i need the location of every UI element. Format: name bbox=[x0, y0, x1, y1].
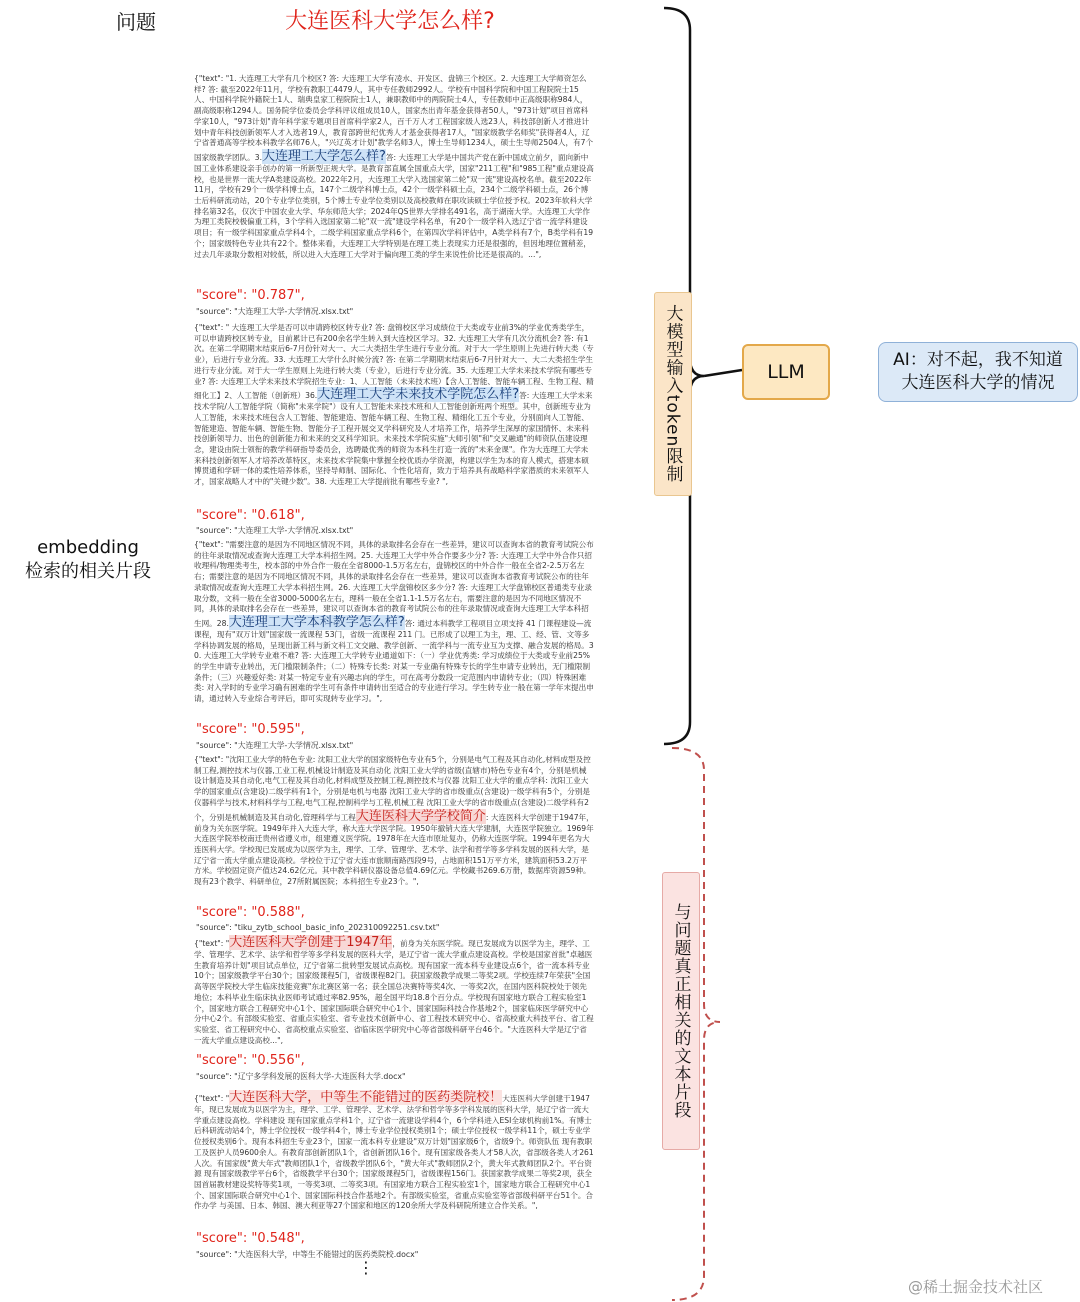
fragment-1-text: {"text": "1. 大连理工大学有几个校区? 答: 大连理工大学有凌水、开发区、盘锦三个校区。2. 大连理工大学师资怎么样? 答: 截至2022年11月，学校有教职工4479人，其中专任教师2992人。学校有中国科学院和中国工程院院士15人、中国科学院外籍院士1人、瑞典皇家工程院院士1人，兼职教师中的两院院士4人，专任教师中正高级职称984人，副高级职称1294人。国务院学位委员会学科评议组成员10人，国家杰出青年基金获得者50人，"973计划"项目首席科学家10人，"973计划"青年科学家专题项目首席科学家2人，百千万人才工程国家级人选23人，科技部创新人才推进计划中青年科技创新领军人才入选者19人，教育部跨世纪优秀人才基金获得者17人，"国家级教学名师奖"获得者4人，辽宁省普通高等学校本科教学名师76人，"兴辽英才计划"教学名师3人，博士生导师1234人，硕士生导师2504人，有7个国家级教学团队。3.大连理工大学怎么样?答: 大连理工大学是中国共产党在新中国成立前夕，面向新中国工业体系建设亲手创办的第一所新型正规大学。是教育部直属全国重点大学，国家"211工程"和"985工程"重点建设高校，也是世界一流大学A类建设高校。2022年2月，大连理工大学入选国家第二轮"双一流"建设高校名单。截至2022年11月，学校有29个一级学科博士点，147个二级学科博士点，42个一级学科硕士点，234个二级学科硕士点，26个博士后科研流动站，20个专业学位类别，5个博士专业学位类别以及高校教师在职攻读硕士学位授予权。2023年软科大学排名第32名，仅次于中国农业大学、华东师范大学；2024年QS世界大学排名491名，高于湖南大学。大连理工大学作为理工类院校极偏重工科，3个学科入选国家第二轮"双一流"建设学科名单，有20个一级学科入选辽宁省一流学科建设项目；有一级学科国家重点学科4个，二级学科国家重点学科6个，在第四次学科评估中，A类学科有7个，B类学科有19个；国家级特色专业共有22个。整体来看，大连理工大学特别是在理工类上表现实力还是很强的，但因地理位置稍差，过去几年录取分数相对较低，所以进入大连理工大学对于偏向理工类的学生来说性价比还是很高的。...", bbox=[194, 74, 594, 259]
fragment-5-score: "score": "0.556", bbox=[196, 1053, 305, 1068]
watermark: @稀土掘金技术社区 bbox=[908, 1278, 1044, 1296]
fragment-6-text: {"text": "大连医科大学，中等生不能错过的医药类院校！大连医科大学创建于1947年，现已发展成为以医学为主，理学、工学、管理学、艺术学、法学和哲学等多学科发展的医科大学，是辽宁省一流大学重点建设高校。学科建设 现有国家重点学科1个，辽宁省一流建设学科4个，6个学科进入ESI全球机构前1%。有博士后科研流动站4个，博士学位授权一级学科4个，博士专业学位授权类别1个；硕士学位授权一级学科11个，硕士专业学位授权类别6个。现有本科招生专业23个，国家一流本科专业建设"双万计划"国家级6个，省级9个。师资队伍 现有教职工及医护人员9600余人。有教育部创新团队1个，省创新团队16个。现有国家级各类人才58人次，省部级各类人才261人次。有国家级"黄大年式"教师团队1个，省级教学团队6个，"黄大年式"教师团队2个，黄大年式教师团队2个。平台资源 现有国家级教学平台6个，省级教学平台30个；国家级课程5门，省级课程156门。获国家教学成果二等奖2项，获全国首届教材建设奖特等奖1项，一等奖3项、二等奖3项。有国家地方联合工程实验室1个，国家地方联合工程研究中心1个、国家国际联合研究中心1个、国家国际科技合作基地2个。有部级实验室，省重点实验室等省部级科研平台51个。合作办学 与美国、日本、韩国、澳大利亚等27个国家和地区的120余所大学及科研院所建立合作关系。", bbox=[194, 1090, 594, 1211]
fragment-5-highlight: 大连医科大学创建于1947年 bbox=[229, 935, 393, 950]
fragment-1-highlight: 大连理工大学怎么样? bbox=[262, 148, 386, 164]
ai-answer-node bbox=[878, 342, 1078, 402]
fragment-4-source: "source": "tiku_zytb_school_basic_info_20231009225​1.csv.txt" bbox=[196, 923, 440, 932]
fragment-3-highlight: 大连理工大学本科教学怎么样? bbox=[228, 614, 405, 630]
ai-answer-line-2: 大连医科大学的情况 bbox=[901, 373, 1055, 393]
fragment-5-source: "source": "辽宁多学科发展的医科大学-大连医科大学.docx" bbox=[196, 1072, 406, 1081]
fragment-1-score: "score": "0.787", bbox=[196, 288, 305, 303]
fragment-2-source: "source": "大连理工大学-大学情况.xlsx.txt" bbox=[196, 526, 354, 535]
relevant-fragments-label-box bbox=[662, 872, 700, 1150]
bracket-to-llm-line bbox=[704, 370, 742, 376]
fragment-2-score: "score": "0.618", bbox=[196, 508, 305, 523]
ai-answer-line-1: AI：对不起，我不知道 bbox=[893, 350, 1063, 370]
token-limit-label-box bbox=[654, 292, 692, 496]
embedding-label-line-2: 检索的相关片段 bbox=[25, 561, 151, 582]
fragment-3-score: "score": "0.595", bbox=[196, 722, 305, 737]
relevant-fragments-label: 与问题真正相关的文本片段 bbox=[670, 903, 691, 1119]
fragment-6-source: "source": "大连医科大学，中等生不能错过的医药类院校.docx" bbox=[196, 1250, 419, 1259]
fragment-4-highlight: 大连医科大学学校简介 bbox=[355, 808, 486, 824]
token-limit-label: 大模型输入token限制 bbox=[662, 304, 683, 484]
fragment-2-text: {"text": " 大连理工大学是否可以申请跨校区转专业? 答: 盘锦校区学习成绩位于大类或专业前3%的学业优秀类学生，可以申请跨校区转专业，目前累计已有200余名学生转入到大连校区学习。32. 大连理工大学有几次分流机会? 答: 有1次。在第二学期期末结束后6-7月份针对大一、大二大类招生学生进行专业分流。对于大一学生原则上先进行转大类（专业），后进行专业分流。33. 大连理工大学什么时候分流? 答: 在第二学期期末结束后6-7月针对大一、大二大类招生学生进行专业分流。对于大一学生原则上先进行转大类（专业），后进行专业分流。35. 大连理工大学未来技术学院有哪些专业? 答: 大连理工大学未来技术学院招生专业：1、人工智能（未来技术班）【含人工智能、智能车辆工程、生物工程、精细化工】2、人工智能（创新班）36.大连理工大学未来技术学院怎么样?答: 大连理工大学未来技术学院/人工智能学院（简称"未来学院"）设有人工智能未来技术班和人工智能创新班两个班型。其中，创新班专业为人工智能，未来技术班包含人工智能、智能建造、智能车辆工程、生物工程、精细化工五个专业，分别面向人工智能、智能建造、智能车辆、智能生物、智能分子工程开展交叉学科研究及人才培养工作，培养学生深厚的家国情怀、未来科技创新领导力、出色的创新能力和未来的交叉科学知识。未来技术学院实施"大师引领"和"交叉融通"的师资队伍建设理念，建设由院士领衔的教学科研指导委员会，选聘最优秀的师资为本科生打造一流的"未来金课"。作为大连理工大学未来科技创新领军人才培养改革特区，未来技术学院集中掌握全校优质办学资源，构建以学生为本的育人模式，搭建本硕博贯通和学研一体的柔性培养体系，坚持导师制、国际化、个性化培育，致力于培养具有战略科学家潜质的未来领军人才，国家战略人才中的"关键少数"。38. 大连理工大学提前批有哪些专业? ", bbox=[194, 323, 594, 487]
fragment-4-text: {"text": "沈阳工业大学的特色专业: 沈阳工业大学的国家级特色专业有5个，分别是电气工程及其自动化,材料成型及控制工程,测控技术与仪器,工业工程,机械设计制造及其自动化 沈阳工业大学的省级(直辖市)特色专业有4个，分别是机械设计制造及其自动化,电气工程及其自动化,材料成型及控制工程,测控技术与仪器 沈阳工业大学的重点学科: 沈阳工业大学的国家重点(含建设)二级学科有1个，分别是电机与电器 沈阳工业大学的省市级重点(含建设)一级学科有5个，分别是仪器科学与技术,材料科学与工程,电气工程,控制科学与工程,机械工程 沈阳工业大学的省市级重点(含建设)二级学科有2个，分别是机械制造及其自动化,管理科学与工程大连医科大学学校简介: 大连医科大学创建于1947年，前身为关东医学院。1949年并入大连大学，称大连大学医学院。1950年撤销大连大学建制，大连医学院独立。1969年大连医学院举校南迁贵州省遵义市，组建遵义医学院。1978年在大连市原址复办，仍称大连医学院。1994年更名为大连医科大学。学校现已发展成为以医学为主，理学、工学、管理学、艺术学、法学和哲学等多学科发展的医科大学，是辽宁省一流大学重点建设高校。学校位于辽宁省大连市旅顺南路西段9号，占地面积151万平方米，建筑面积53.2万平方米。学校固定资产值达24.62亿元。其中教学科研仪器设备总值4.69亿元。学校藏书269.6万册，数据库资源59种。现有23个教学、科研单位，27所附属医院；本科招生专业23个。", bbox=[194, 755, 594, 887]
question-title: 大连医科大学怎么样? bbox=[285, 9, 495, 34]
fragment-4-score: "score": "0.588", bbox=[196, 905, 305, 920]
ellipsis-more: ⋮ bbox=[358, 1258, 374, 1277]
fragment-2-highlight: 大连理工大学未来技术学院怎么样? bbox=[317, 387, 520, 403]
fragment-3-text: {"text": "需要注意的是因为不同地区情况不同，具体的录取排名会存在一些差异，建议可以查询本省的教育考试院公布的往年录取情况或查询大连理工大学本科招生网。25. 大连理工大学中外合作要多少分? 答: 大连理工大学中外合作只招收理科/物理类考生，校本部的中外合作一般在全省8000-1.5万名左右，盘锦校区的中外合作一般在全省2-2.5万名左右；需要注意的是因为不同地区情况不同，具体的录取排名会存在一些差异，建议可以查询本省教育考试院公布的往年录取情况或查询大连理工大学本科招生网。26. 大连理工大学盘锦校区多少分? 答: 大连理工大学盘锦校区普通类专业录取分数，文科一般在全省3000-5000名左右，理科一般在全省1.1-1.5万名左右，需要注意的是因为不同地区情况不同，具体的录取排名会存在一些差异，建议可以查询本省的教育考试院公布的往年录取情况或查询大连理工大学本科招生网。28.大连理工大学本科教学怎么样?答: 通过本科教学工程项目立项支持 41 门课程建设—流课程，现有"双万计划"国家级一流课程 53门，省级一流课程 211 门。已形成了以理工为主，理、工、经、管、文等多学科协调发展的格局，呈现出新工科与新文科工文交融、教学创新、一流学科与一流专业互为支撑、融合发展的格局。30. 大连理工大学转专业难不难? 答: 大连理工大学转专业通道如下：（一）学业优秀类: 学习成绩位于大类或专业前25%的学生申请专业转出，无门槛限制条件；（二）特殊专长类: 对某一专业确有特殊专长的学生申请专业转出，无门槛限制条件；（三）兴趣爱好类: 对某一特定专业有兴趣志向的学生，可在高考分数段一定范围内申请转专业；（四）特殊困难类: 对入学时的专业学习确有困难的学生可有条件申请转出至适合的专业进行学习。学生转专业一般在第一学年末提出申请，通过转入专业综合考评后，即可实现转专业学习。", bbox=[194, 540, 594, 704]
fragment-1-source: "source": "大连理工大学-大学情况.xlsx.txt" bbox=[196, 307, 354, 316]
llm-node: LLM bbox=[742, 344, 830, 400]
fragment-5-text: {"text": "大连医科大学创建于1947年，前身为关东医学院。现已发展成为以医学为主，理学、工学、管理学、艺术学、法学和哲学等多学科发展的医科大学，是辽宁省一流大学重点建设高校。学校是国家首批"卓越医生教育培养计划"项目试点单位，辽宁省第二批转型发展试点高校。现有国家一流本科专业建设点6个，省一流本科专业10个；国家级教学平台30个；国家级课程5门，省级课程82门。获国家级教学成果二等奖2项。学校连续7年荣获"全国高等医学院校大学生临床技能竞赛"东北赛区第一名；获全国总决赛特等奖4次、一等奖2次，在国内医科院校处于领先地位；本科毕业生临床执业医师考试通过率82.95%，超全国平均18.8个百分点。学校现有国家地方联合工程实验室1个，国家地方联合工程研究中心1个、国家国际联合研究中心1个、国家国际科技合作基地2个，国家临床医学研究中心分中心2个。有部级实验室、省重点实验室、省专业技术创新中心、省工程技术研究中心、省高校重大科技平台、省工程实验室、省工程研究中心、省高校重点实验室、省临床医学研究中心等省部级科研平台46个。"大连医科大学是辽宁省一流大学重点建设高校...", bbox=[194, 935, 594, 1045]
fragment-3-source: "source": "大连理工大学-大学情况.xlsx.txt" bbox=[196, 741, 354, 750]
question-label: 问题 bbox=[116, 10, 156, 34]
embedding-label-line-1: embedding bbox=[37, 537, 139, 558]
fragment-6-score: "score": "0.548", bbox=[196, 1231, 305, 1246]
fragment-6-highlight: 大连医科大学，中等生不能错过的医药类院校！ bbox=[229, 1090, 503, 1105]
